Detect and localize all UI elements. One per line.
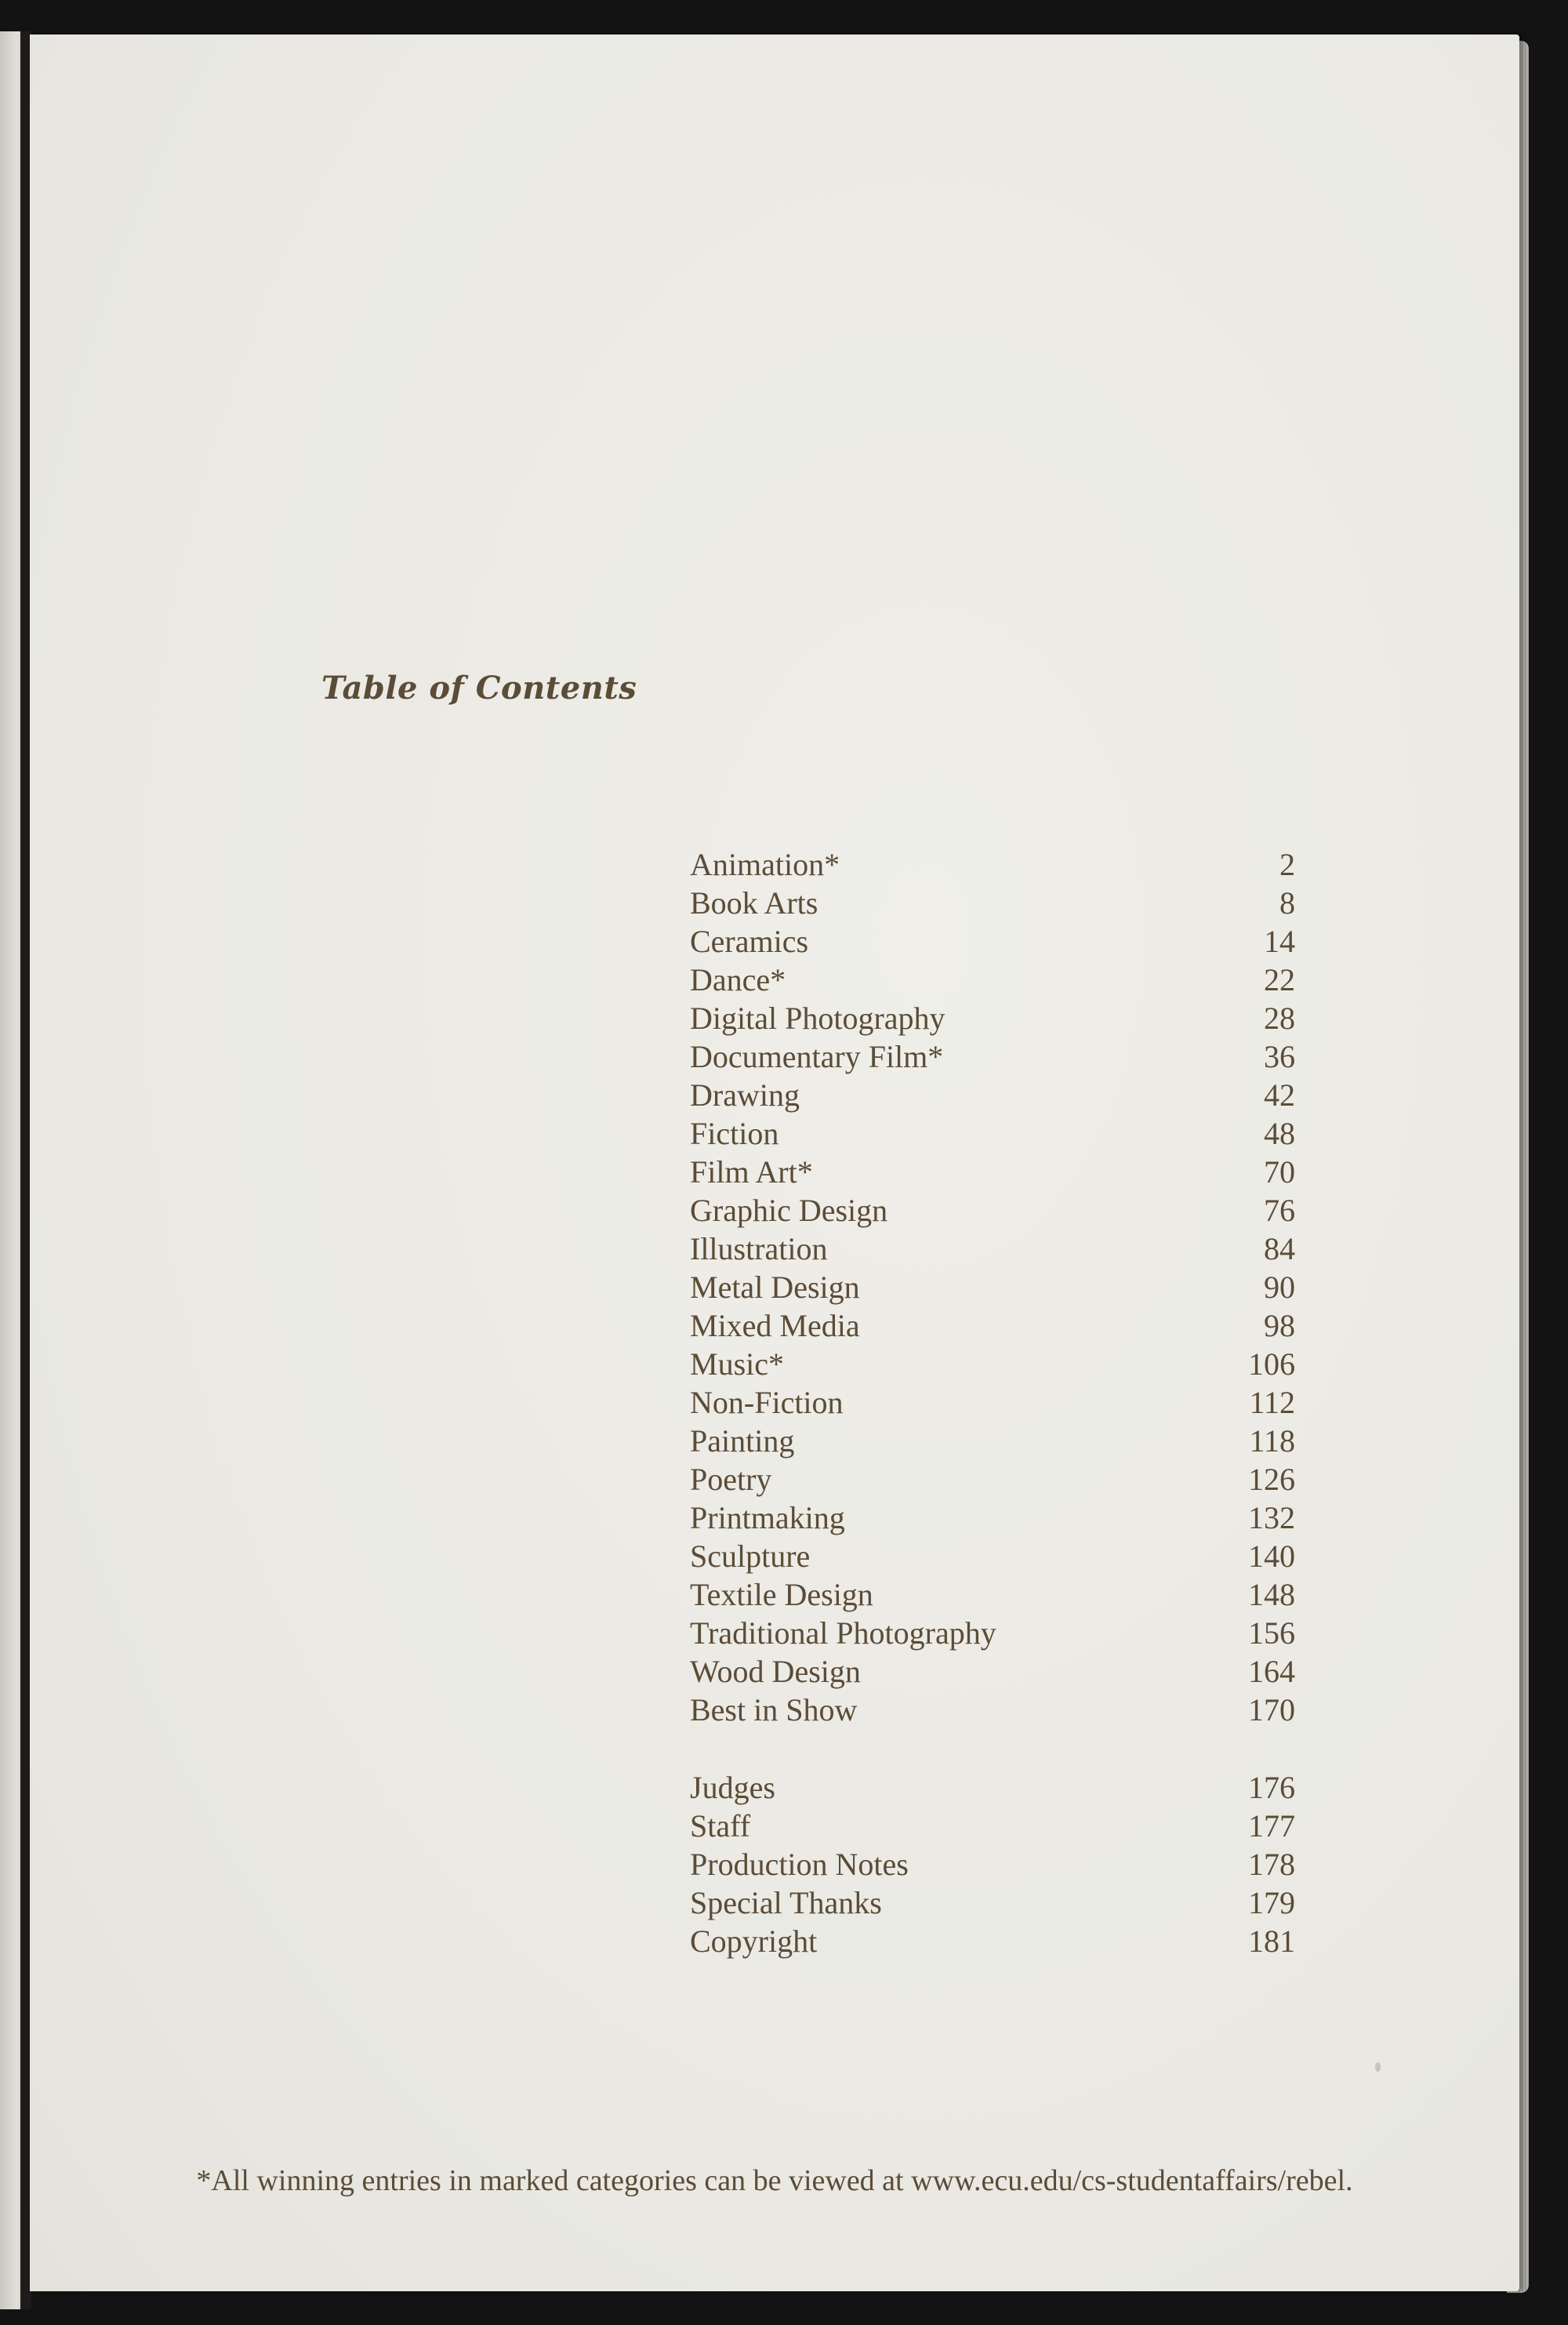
toc-entry-page-number: 48: [1264, 1116, 1295, 1151]
toc-entry-label: Painting: [690, 1423, 795, 1459]
toc-entry-label: Metal Design: [690, 1270, 860, 1305]
toc-entry-page-number: 22: [1264, 962, 1295, 997]
toc-entry-label: Textile Design: [690, 1577, 873, 1612]
page-title: Table of Contents: [321, 670, 637, 707]
toc-entry: [690, 1422, 1295, 1460]
toc-entry-label: Animation*: [690, 847, 840, 882]
toc-entry-label: Poetry: [690, 1462, 772, 1497]
toc-entry: [690, 1845, 1295, 1884]
toc-entry-page-number: 156: [1248, 1615, 1295, 1651]
toc-entry-page-number: 42: [1264, 1077, 1295, 1113]
toc-entry-page-number: 164: [1248, 1654, 1295, 1689]
toc-entry-label: Wood Design: [690, 1654, 861, 1689]
toc-entry: [690, 1306, 1295, 1345]
toc-entry-page-number: 170: [1248, 1692, 1295, 1727]
toc-entry: [690, 1807, 1295, 1845]
toc-entry-page-number: 148: [1248, 1577, 1295, 1612]
toc-entry-label: Traditional Photography: [690, 1615, 996, 1651]
toc-entry-label: Special Thanks: [690, 1885, 882, 1920]
toc-entry-page-number: 140: [1248, 1538, 1295, 1574]
toc-entry: [690, 999, 1295, 1037]
toc-entry-page-number: 36: [1264, 1039, 1295, 1074]
toc-entry: [690, 1652, 1295, 1691]
toc-entry-label: Drawing: [690, 1077, 800, 1113]
toc-entry-page-number: 177: [1248, 1808, 1295, 1844]
toc-entry-label: Fiction: [690, 1116, 779, 1151]
toc-entry: [690, 1691, 1295, 1729]
toc-sections: [690, 845, 1295, 1729]
toc-entry: [690, 961, 1295, 999]
toc-entry-label: Judges: [690, 1770, 775, 1805]
toc-entry: [690, 1076, 1295, 1114]
toc-entry-label: Dance*: [690, 962, 786, 997]
toc-entry: [690, 922, 1295, 961]
toc-entry-page-number: 106: [1248, 1346, 1295, 1382]
toc-entry-page-number: 178: [1248, 1847, 1295, 1882]
toc-entry-page-number: 14: [1264, 924, 1295, 959]
toc-entry: [690, 1383, 1295, 1422]
toc-spacer: [690, 1729, 1295, 1768]
toc-entry-label: Digital Photography: [690, 1001, 946, 1036]
toc-entry-page-number: 126: [1248, 1462, 1295, 1497]
toc-entry-label: Music*: [690, 1346, 784, 1382]
toc-entry-page-number: 84: [1264, 1231, 1295, 1266]
toc-entry: [690, 1114, 1295, 1153]
toc-entry: [690, 1230, 1295, 1268]
toc-entry: [690, 1614, 1295, 1652]
toc-entry: [690, 1499, 1295, 1537]
toc-entry-label: Graphic Design: [690, 1193, 888, 1228]
toc-entry-label: Sculpture: [690, 1538, 811, 1574]
paper-speck: [1375, 2062, 1381, 2072]
toc-entry: [690, 884, 1295, 922]
toc-entry-label: Non-Fiction: [690, 1385, 844, 1420]
toc-back-matter: [690, 1768, 1295, 1960]
toc-entry: [690, 1037, 1295, 1076]
toc-entry-label: Ceramics: [690, 924, 809, 959]
toc-entry-page-number: 176: [1248, 1770, 1295, 1805]
book-page: [30, 35, 1519, 2291]
toc-entry-label: Book Arts: [690, 885, 818, 921]
toc-entry: [690, 1345, 1295, 1383]
toc-entry-page-number: 2: [1279, 847, 1295, 882]
table-of-contents: [690, 845, 1295, 1960]
toc-entry-label: Production Notes: [690, 1847, 909, 1882]
toc-entry-label: Best in Show: [690, 1692, 858, 1727]
toc-entry-page-number: 76: [1264, 1193, 1295, 1228]
footnote: *All winning entries in marked categories can be viewed at www.ecu.edu/cs-studentaffairs/rebel.: [196, 2164, 1353, 2197]
toc-entry-page-number: 132: [1248, 1500, 1295, 1535]
toc-entry-page-number: 8: [1279, 885, 1295, 921]
toc-entry-page-number: 181: [1248, 1924, 1295, 1959]
toc-entry-page-number: 90: [1264, 1270, 1295, 1305]
toc-entry: [690, 1537, 1295, 1575]
toc-entry-page-number: 28: [1264, 1001, 1295, 1036]
toc-entry: [690, 1268, 1295, 1306]
toc-entry-label: Printmaking: [690, 1500, 845, 1535]
toc-entry-page-number: 118: [1249, 1423, 1295, 1459]
toc-entry: [690, 1575, 1295, 1614]
toc-entry-page-number: 70: [1264, 1154, 1295, 1190]
toc-entry: [690, 1768, 1295, 1807]
toc-entry-page-number: 179: [1248, 1885, 1295, 1920]
toc-entry-label: Staff: [690, 1808, 751, 1844]
toc-entry-label: Mixed Media: [690, 1308, 860, 1343]
toc-entry: [690, 1922, 1295, 1960]
toc-entry-page-number: 112: [1249, 1385, 1295, 1420]
toc-entry: [690, 1153, 1295, 1191]
toc-entry-label: Documentary Film*: [690, 1039, 944, 1074]
toc-entry: [690, 845, 1295, 884]
toc-entry: [690, 1191, 1295, 1230]
toc-entry-label: Copyright: [690, 1924, 818, 1959]
toc-entry-label: Illustration: [690, 1231, 828, 1266]
toc-entry-page-number: 98: [1264, 1308, 1295, 1343]
toc-entry: [690, 1460, 1295, 1499]
toc-entry-label: Film Art*: [690, 1154, 813, 1190]
toc-entry: [690, 1884, 1295, 1922]
